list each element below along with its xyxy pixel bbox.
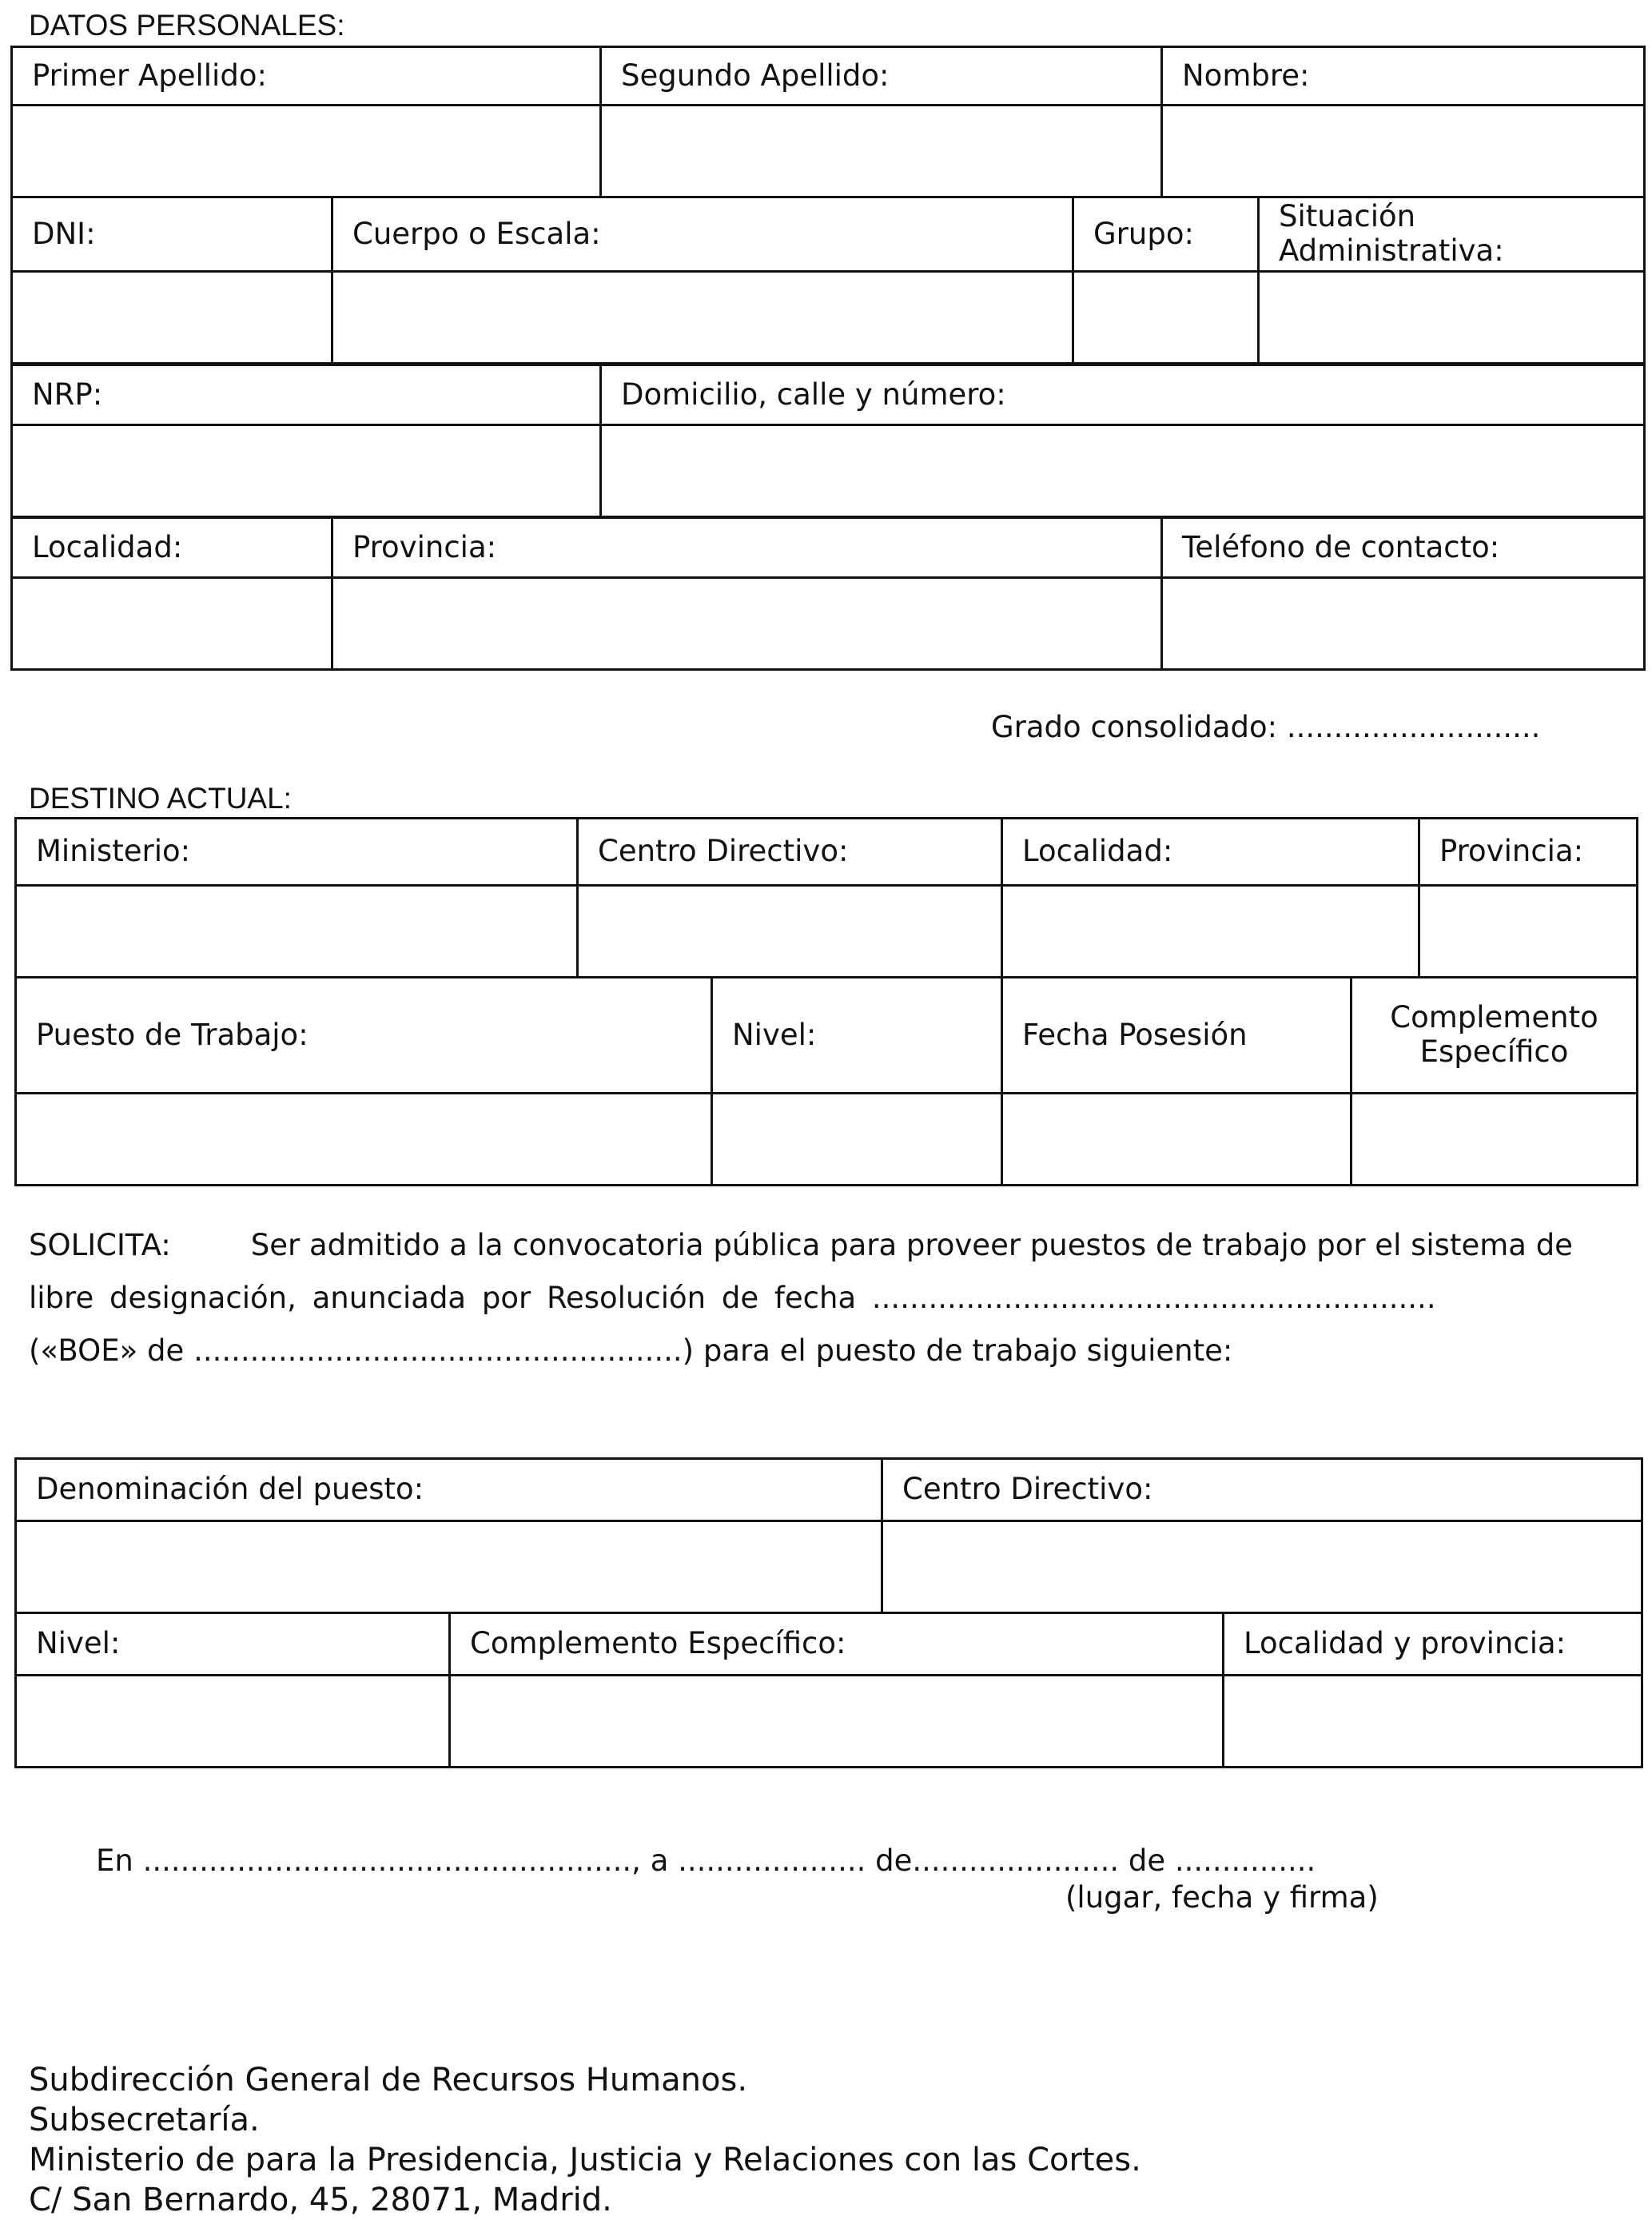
puesto-nivel-field[interactable] bbox=[16, 1676, 450, 1768]
ministerio-label: Ministerio: bbox=[16, 819, 578, 886]
section-title-destino-actual: DESTINO ACTUAL: bbox=[29, 782, 292, 815]
puesto-centro-directivo-field[interactable] bbox=[882, 1521, 1642, 1613]
puesto-row-denominacion bbox=[14, 1457, 1643, 1614]
primer-apellido-label: Primer Apellido: bbox=[12, 47, 601, 106]
denominacion-puesto-label: Denominación del puesto: bbox=[16, 1459, 882, 1521]
grupo-field[interactable] bbox=[1073, 272, 1259, 364]
dni-field[interactable] bbox=[12, 272, 332, 364]
solicita-paragraph bbox=[29, 1219, 1579, 1377]
puesto-trabajo-field[interactable] bbox=[16, 1094, 712, 1186]
denominacion-puesto-field[interactable] bbox=[16, 1521, 882, 1613]
dni-label: DNI: bbox=[12, 197, 332, 272]
situacion-administrativa-field[interactable] bbox=[1259, 272, 1645, 364]
fecha-posesion-field[interactable] bbox=[1002, 1094, 1351, 1186]
nrp-label: NRP: bbox=[12, 365, 601, 425]
footer-line4: C/ San Bernardo, 45, 28071, Madrid. bbox=[29, 2182, 612, 2218]
puesto-centro-directivo-label: Centro Directivo: bbox=[882, 1459, 1642, 1521]
situacion-administrativa-label bbox=[1259, 197, 1645, 272]
personal-row-names bbox=[10, 46, 1646, 198]
telefono-label: Teléfono de contacto: bbox=[1162, 518, 1645, 578]
primer-apellido-field[interactable] bbox=[12, 106, 601, 197]
puesto-localidad-provincia-label: Localidad y provincia: bbox=[1224, 1613, 1642, 1676]
destino-row-ministerio bbox=[14, 817, 1638, 978]
segundo-apellido-label: Segundo Apellido: bbox=[601, 47, 1162, 106]
destino-localidad-field[interactable] bbox=[1002, 886, 1419, 978]
puesto-complemento-label: Complemento Específico: bbox=[450, 1613, 1224, 1676]
nrp-field[interactable] bbox=[12, 425, 601, 517]
centro-directivo-label: Centro Directivo: bbox=[578, 819, 1002, 886]
domicilio-field[interactable] bbox=[601, 425, 1645, 517]
personal-row-localidad bbox=[10, 516, 1646, 671]
footer-line1: Subdirección General de Recursos Humanos. bbox=[29, 2062, 748, 2098]
puesto-nivel-label: Nivel: bbox=[16, 1613, 450, 1676]
firma-caption: (lugar, fecha y firma) bbox=[1065, 1880, 1379, 1915]
nombre-label: Nombre: bbox=[1162, 47, 1645, 106]
solicita-line2: libre designación, anunciada por Resolución de fecha ............................................................ bbox=[29, 1281, 1436, 1315]
personal-row-dni bbox=[10, 196, 1646, 365]
situacion-line2: Administrativa: bbox=[1279, 233, 1504, 268]
grado-consolidado: Grado consolidado: ........................... bbox=[991, 710, 1541, 744]
situacion-line1: Situación bbox=[1279, 199, 1416, 234]
localidad-label: Localidad: bbox=[12, 518, 332, 578]
complemento-especifico-label bbox=[1351, 978, 1638, 1094]
puesto-complemento-field[interactable] bbox=[450, 1676, 1224, 1768]
cuerpo-escala-field[interactable] bbox=[332, 272, 1073, 364]
destino-nivel-field[interactable] bbox=[712, 1094, 1002, 1186]
grupo-label: Grupo: bbox=[1073, 197, 1259, 272]
footer-line2: Subsecretaría. bbox=[29, 2102, 260, 2138]
footer-address bbox=[29, 2060, 1141, 2220]
firma-line: En ...................................................., a .................... de...................... de ............... bbox=[96, 1843, 1316, 1878]
puesto-localidad-provincia-field[interactable] bbox=[1224, 1676, 1642, 1768]
personal-row-nrp bbox=[10, 364, 1646, 518]
solicita-label: SOLICITA: bbox=[29, 1228, 171, 1262]
ministerio-field[interactable] bbox=[16, 886, 578, 978]
puesto-trabajo-label: Puesto de Trabajo: bbox=[16, 978, 712, 1094]
footer-line3: Ministerio de para la Presidencia, Justicia y Relaciones con las Cortes. bbox=[29, 2142, 1141, 2178]
localidad-field[interactable] bbox=[12, 578, 332, 670]
complemento-especifico-field[interactable] bbox=[1351, 1094, 1638, 1186]
nombre-field[interactable] bbox=[1162, 106, 1645, 197]
segundo-apellido-field[interactable] bbox=[601, 106, 1162, 197]
fecha-posesion-label: Fecha Posesión bbox=[1002, 978, 1351, 1094]
destino-nivel-label: Nivel: bbox=[712, 978, 1002, 1094]
destino-provincia-field[interactable] bbox=[1419, 886, 1638, 978]
complemento-line1: Complemento bbox=[1390, 1000, 1598, 1035]
provincia-label: Provincia: bbox=[332, 518, 1162, 578]
destino-row-puesto bbox=[14, 976, 1638, 1186]
domicilio-label: Domicilio, calle y número: bbox=[601, 365, 1645, 425]
telefono-field[interactable] bbox=[1162, 578, 1645, 670]
provincia-field[interactable] bbox=[332, 578, 1162, 670]
puesto-row-nivel bbox=[14, 1612, 1643, 1768]
centro-directivo-field[interactable] bbox=[578, 886, 1002, 978]
solicita-line3: («BOE» de ....................................................) para el puesto de trabajo siguiente: bbox=[29, 1333, 1233, 1368]
cuerpo-escala-label: Cuerpo o Escala: bbox=[332, 197, 1073, 272]
solicita-line1: Ser admitido a la convocatoria pública para proveer puestos de trabajo por el sistema de bbox=[250, 1228, 1573, 1262]
section-title-datos-personales: DATOS PERSONALES: bbox=[29, 9, 345, 42]
destino-localidad-label: Localidad: bbox=[1002, 819, 1419, 886]
destino-provincia-label: Provincia: bbox=[1419, 819, 1638, 886]
complemento-line2: Específico bbox=[1419, 1034, 1569, 1069]
